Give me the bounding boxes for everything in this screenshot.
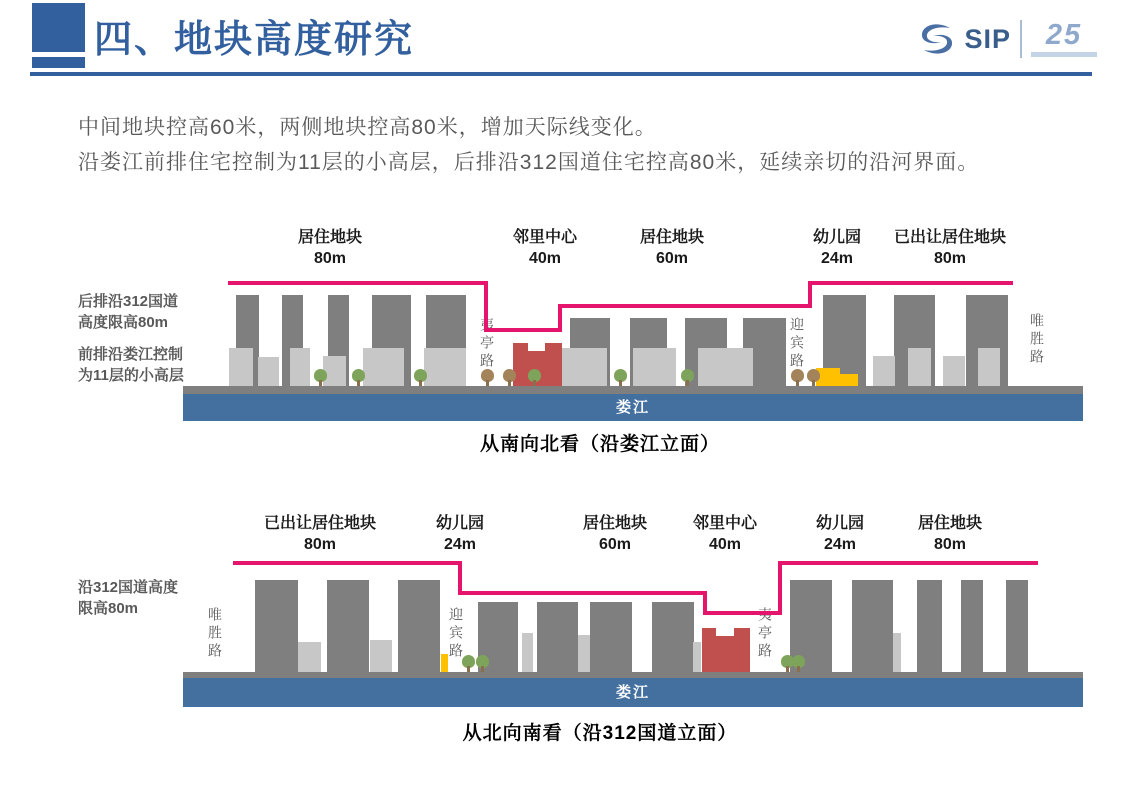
diagram-caption: 从南向北看（沿娄江立面） [479,434,720,455]
zone-height: 80m [933,250,967,267]
side-label-line: 后排沿312国道 [78,293,179,310]
zone-label [513,227,577,269]
side-label-line: 限高80m [78,600,139,617]
zone-name: 幼儿园 [812,229,862,246]
elevation-diagram-south-to-north [0,225,1123,475]
zone-name: 幼儿园 [435,515,485,532]
zone-height: 60m [598,536,632,553]
zone-height: 24m [443,536,477,553]
zone-name: 邻里中心 [692,515,758,532]
zone-height: 80m [933,536,967,553]
diagram-caption: 从北向南看（沿312国道立面） [462,723,738,744]
zone-height: 24m [820,250,854,267]
page-title: 四、地块高度研究 [94,19,415,61]
side-label-line: 高度限高80m [78,314,169,331]
road-label: 迎宾路 [789,317,805,371]
zone-height: 40m [708,536,742,553]
header-accent-bar [32,57,85,68]
sip-logo [919,16,1097,62]
zone-name: 已出让居住地块 [893,229,1007,246]
zone-height: 80m [303,536,337,553]
zone-label [813,227,861,269]
zone-label [918,513,982,555]
zone-name: 居住地块 [297,229,363,246]
intro-line-1: 中间地块控高60米，两侧地块控高80米，增加天际线变化。 [78,116,657,139]
height-control-line [183,275,1083,421]
zone-label [583,513,647,555]
road-label: 迎宾路 [448,607,464,661]
header-divider-rule [30,72,1092,76]
zone-height: 80m [313,250,347,267]
diagram-canvas [183,555,1083,707]
sip-logo-text: SIP [964,23,1011,54]
zone-name: 居住地块 [917,515,983,532]
zone-label [693,513,757,555]
zone-label [298,227,362,269]
side-label [78,577,178,619]
zone-label [436,513,484,555]
road-label: 唯胜路 [207,607,223,661]
road-label: 唯胜路 [1029,313,1045,367]
road-label: 夷亭路 [479,317,495,371]
river-band: 娄江 [183,394,1083,421]
zone-label [816,513,864,555]
side-label-line: 前排沿娄江控制 [78,346,184,363]
elevation-diagram-north-to-south [0,505,1123,763]
header-accent-square [32,3,85,52]
side-label-line: 沿312国道高度 [78,579,179,596]
height-control-line [183,555,1083,707]
side-label [78,291,178,333]
river-band: 娄江 [183,678,1083,707]
zone-label [264,513,376,555]
zone-name: 邻里中心 [512,229,578,246]
side-label [78,344,184,386]
road-label: 夷亭路 [757,607,773,661]
side-label-line: 为11层的小高层 [78,367,184,384]
anniversary-mark [1031,21,1097,57]
sip-swoosh-icon [919,23,955,55]
zone-label [894,227,1006,269]
zone-height: 24m [823,536,857,553]
zone-label [640,227,704,269]
intro-text [78,110,979,180]
zone-name: 已出让居住地块 [263,515,377,532]
zone-height: 60m [655,250,689,267]
zone-name: 居住地块 [582,515,648,532]
zone-name: 幼儿园 [815,515,865,532]
diagram-canvas [183,275,1083,421]
intro-line-2: 沿娄江前排住宅控制为11层的小高层，后排沿312国道住宅控高80米，延续亲切的沿河界面。 [78,151,980,174]
logo-divider [1020,20,1022,58]
anniversary-caption-bar [1031,52,1097,57]
zone-name: 居住地块 [639,229,705,246]
anniversary-25-text: 25 [1045,19,1083,51]
zone-height: 40m [528,250,562,267]
